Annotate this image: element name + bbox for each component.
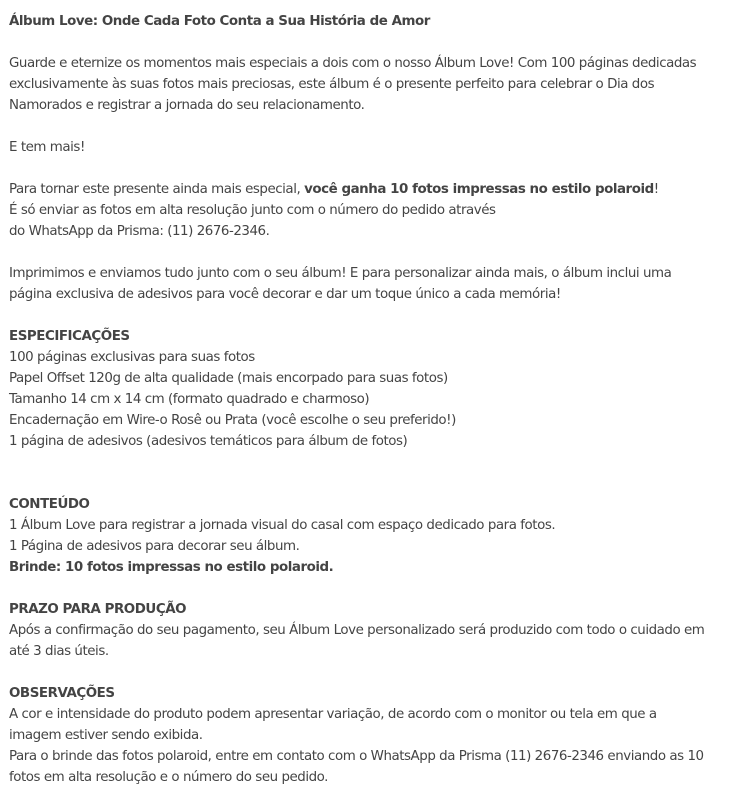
intro-line-1: Guarde e eternize os momentos mais especiais a dois com o nosso Álbum Love! Com 100 páginas dedicadas [9,56,697,71]
spacer [9,116,731,137]
gift-line-2: É só enviar as fotos em alta resolução junto com o número do pedido através [9,203,496,218]
notes-line-2: imagem estiver sendo exibida. [9,728,203,743]
deadline-line-1: Após a confirmação do seu pagamento, seu Álbum Love personalizado será produzido com todo o cuidado em [9,623,705,638]
deadline-line-2: até 3 dias úteis. [9,644,109,659]
print-line-1: Imprimimos e enviamos tudo junto com o seu álbum! E para personalizar ainda mais, o álbum inclui uma [9,266,672,281]
gift-line-1-start: Para tornar este presente ainda mais especial, [9,182,305,197]
contents-item: 1 Página de adesivos para decorar seu álbum. [9,539,300,554]
notes-line-3: Para o brinde das fotos polaroid, entre em contato com o WhatsApp da Prisma (11) 2676-2346 enviando as 10 [9,749,704,764]
spacer [9,662,731,683]
contents-item: 1 Álbum Love para registrar a jornada visual do casal com espaço dedicado para fotos. [9,518,556,533]
page-title: Álbum Love: Onde Cada Foto Conta a Sua História de Amor [9,14,430,29]
spacer [9,305,731,326]
spec-item: 1 página de adesivos (adesivos temáticos para álbum de fotos) [9,434,408,449]
more-text: E tem mais! [9,140,85,155]
spacer [9,473,731,494]
spacer [9,578,731,599]
spacer [9,242,731,263]
notes-line-4: fotos em alta resolução e o número do seu pedido. [9,770,328,785]
spacer [9,158,731,179]
contents-gift-item: Brinde: 10 fotos impressas no estilo polaroid. [9,560,334,575]
notes-line-1: A cor e intensidade do produto podem apresentar variação, de acordo com o monitor ou tela em que a [9,707,657,722]
gift-line-1 [9,179,731,200]
spacer [9,32,731,53]
spec-item: Encadernação em Wire-o Rosê ou Prata (você escolhe o seu preferido!) [9,413,456,428]
print-line-2: página exclusiva de adesivos para você decorar e dar um toque único a cada memória! [9,287,561,302]
spec-item: 100 páginas exclusivas para suas fotos [9,350,255,365]
spec-item: Papel Offset 120g de alta qualidade (mais encorpado para suas fotos) [9,371,448,386]
gift-line-1-end: ! [653,182,659,197]
contents-heading: CONTEÚDO [9,497,90,512]
spacer [9,452,731,473]
intro-line-2: exclusivamente às suas fotos mais preciosas, este álbum é o presente perfeito para celebrar o Dia dos [9,77,655,92]
notes-heading: OBSERVAÇÕES [9,686,115,701]
gift-highlight: você ganha 10 fotos impressas no estilo polaroid [304,182,654,197]
spec-item: Tamanho 14 cm x 14 cm (formato quadrado e charmoso) [9,392,370,407]
specs-heading: ESPECIFICAÇÕES [9,329,130,344]
gift-line-3: do WhatsApp da Prisma: (11) 2676-2346. [9,224,270,239]
intro-line-3: Namorados e registrar a jornada do seu relacionamento. [9,98,365,113]
deadline-heading: PRAZO PARA PRODUÇÃO [9,602,187,617]
